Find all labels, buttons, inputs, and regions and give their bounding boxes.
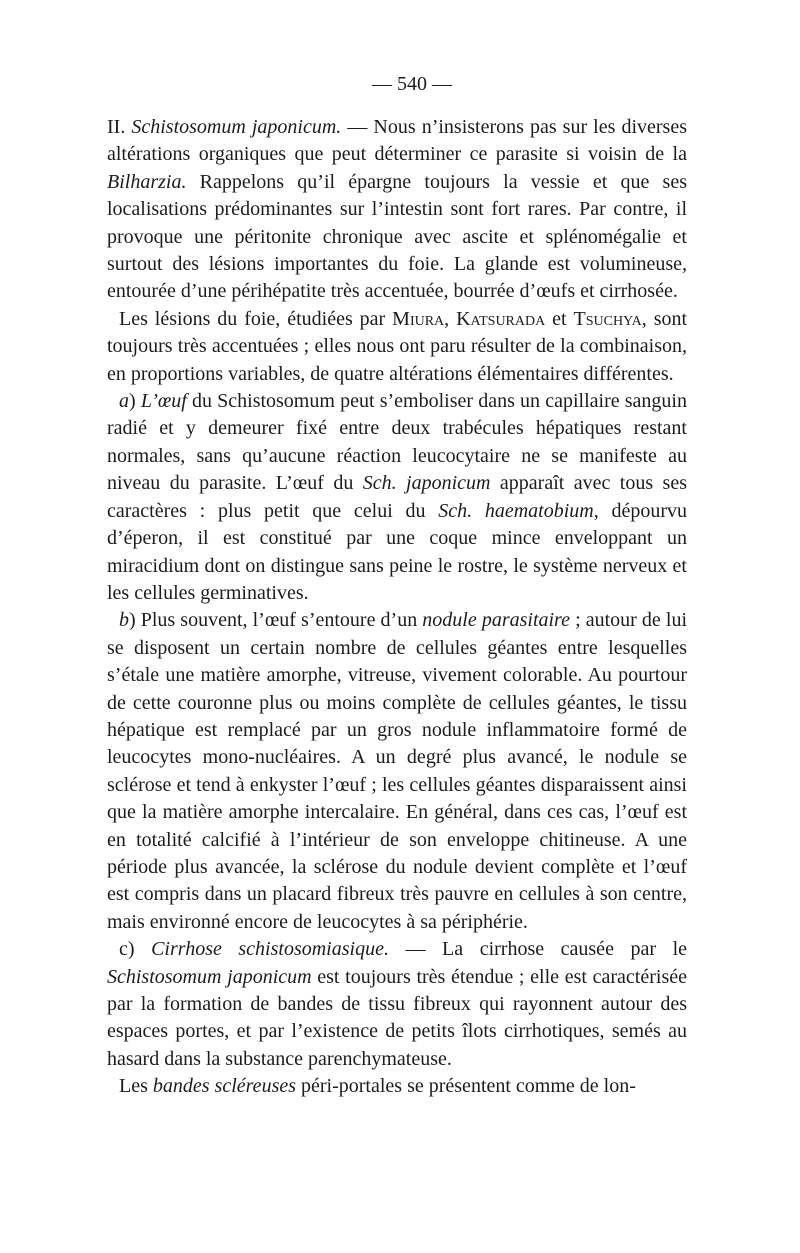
italic-text: Schistosomum japonicum. xyxy=(131,116,342,138)
paragraph-b-nodule xyxy=(107,607,687,936)
paragraph-liver-lesions xyxy=(107,306,687,388)
text-run: , dépourvu d’éperon, il est constitué par une coque mince enveloppant un miracidium dont on distingue sans peine le rostre, le système nerveux et les cellules germinatives. xyxy=(107,499,688,604)
italic-text: b xyxy=(119,609,129,632)
italic-text: L’œuf xyxy=(140,390,187,413)
paragraph-a-egg xyxy=(107,388,687,607)
text-run: Rappelons qu’il épargne toujours la vessie et que ses localisations prédominantes sur l’intestin sont fort rares. Par contre, il provoque une péritonite chronique avec ascite et splénomégalie et surtout des lésions importantes du foie. La glande est volumineuse, entourée d’une périhépatite très accentuée, bourrée d’œufs et cirrhosée. xyxy=(107,170,687,303)
text-run: ) xyxy=(129,390,141,413)
text-run: — La cirrhose causée par le xyxy=(388,938,687,961)
text-run: apparaît avec tous ses caractères : plus petit que celui du xyxy=(107,472,687,522)
text-run: , xyxy=(444,307,457,330)
paragraph-sclerotic-bands xyxy=(107,1073,687,1100)
author-name: Katsurada xyxy=(456,307,546,330)
text-run: ; autour de lui se disposent un certain nombre de cellules géantes entre lesquelles s’étale une matière amorphe, vitreuse, vivement colorable. Au pourtour de cette couronne plus ou moins complète de cellules géantes, le tissu hépatique est remplacé par un gros nodule inflammatoire formé de leucocytes mono-nucléaires. A un degré plus avancé, le nodule se sclérose et tend à enkyster l’œuf ; les cellules géantes disparaissent ainsi que la matière amorphe intercalaire. En général, dans ces cas, l’œuf est en totalité calcifié à l’intérieur de son enveloppe chitineuse. A une période plus avancée, la sclérose du nodule devient complète et l’œuf est compris dans un placard fibreux très pauvre en cellules à son centre, mais environné encore de leucocytes à sa périphérie. xyxy=(107,609,687,933)
text-run: II. xyxy=(107,116,132,138)
text-run: Les xyxy=(119,1075,153,1098)
italic-text: Bilharzia. xyxy=(107,170,187,193)
text-run: — Nous n’insisterons pas sur les diverses altérations organiques que peut déterminer ce parasite si voisin de la xyxy=(107,116,687,166)
italic-text: Sch. japonicum xyxy=(362,472,491,495)
document-page xyxy=(107,70,687,1101)
text-run: et xyxy=(545,307,574,330)
italic-text: a xyxy=(119,390,129,413)
author-name: Tsuchya xyxy=(573,307,642,330)
page-number: — 540 — xyxy=(372,73,452,95)
italic-text: nodule parasitaire xyxy=(422,609,570,632)
text-run: péri-portales se présentent comme de lon- xyxy=(296,1075,636,1098)
text-run: Les lésions du foie, étudiées par xyxy=(119,307,393,330)
text-run: est toujours très étendue ; elle est caractérisée par la formation de bandes de tissu fibreux qui rayonnent autour des espaces portes, et par l’existence de petits îlots cirrhotiques, semés au hasard dans la substance parenchymateuse. xyxy=(107,965,687,1070)
text-run: ) Plus souvent, l’œuf s’entoure d’un xyxy=(129,609,423,632)
paragraph-c-cirrhosis xyxy=(107,936,687,1073)
text-run: c) xyxy=(119,938,152,961)
italic-text: bandes scléreuses xyxy=(152,1075,297,1098)
text-run: du Schistosomum peut s’emboliser dans un capillaire sanguin radié et y demeurer fixé entre deux trabécules hépatiques restant normales, sans qu’aucune réaction leucocytaire ne se manifeste au niveau du parasite. L’œuf du xyxy=(107,390,687,495)
italic-text: Schistosomum japonicum xyxy=(107,965,312,988)
text-run: , sont toujours très accentuées ; elles nous ont paru résulter de la combinaison, en proportions variables, de quatre altérations élémentaires différentes. xyxy=(107,307,688,385)
italic-text: Cirrhose schistosomiasique. xyxy=(151,938,389,961)
author-name: Miura xyxy=(392,307,445,330)
italic-text: Sch. haematobium xyxy=(438,499,594,522)
paragraph-schistosomum-japonicum xyxy=(107,114,687,306)
